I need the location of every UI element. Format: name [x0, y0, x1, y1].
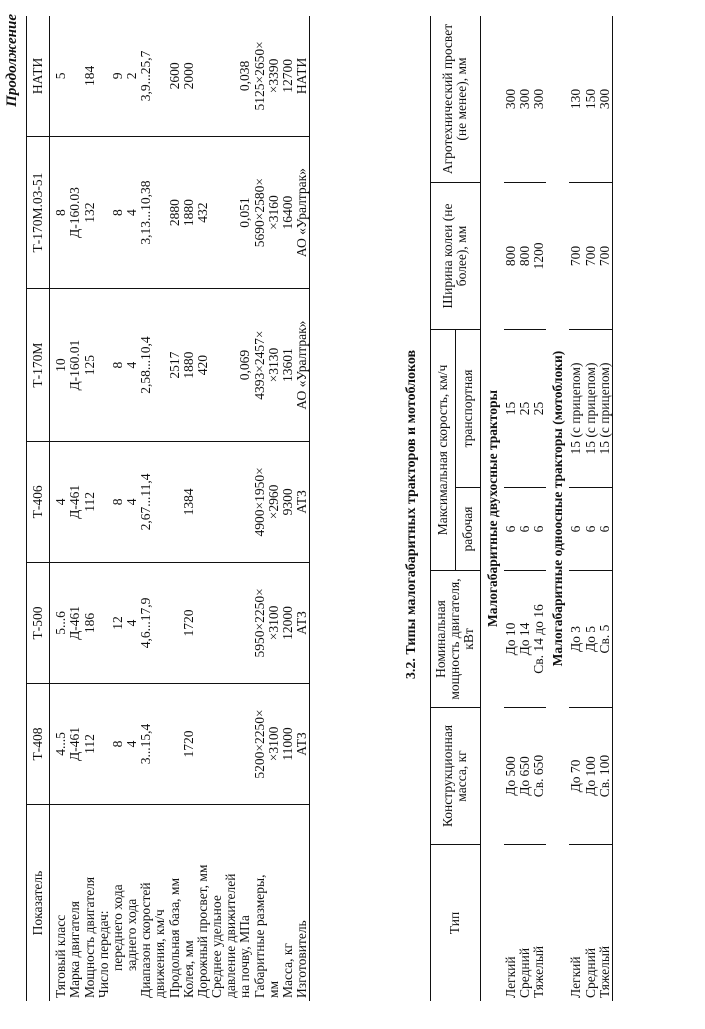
cell-value: 1880 — [182, 289, 196, 442]
cell-value: Св. 100 — [598, 708, 613, 845]
cell-value: 4393×2457× — [253, 289, 267, 442]
table-row — [168, 16, 182, 1001]
cell-value — [196, 441, 210, 562]
cell-value: 3...15,4 — [139, 683, 153, 804]
cell-value: 3,9...25,7 — [139, 16, 153, 136]
cell-value — [97, 136, 111, 289]
col-header: Т-406 — [27, 441, 50, 562]
cell-value: 10 — [50, 289, 69, 442]
row-label: мм — [265, 980, 281, 998]
table-row — [584, 16, 598, 1001]
cell-value: 1720 — [182, 683, 196, 804]
table-row — [598, 16, 613, 1001]
table-row — [68, 16, 82, 1001]
cell-value: 700 — [584, 183, 598, 330]
table-row — [518, 16, 532, 1001]
cell-value: 2517 — [168, 289, 182, 442]
section-title: 3.2. Типы малогабаритных тракторов и мотоблоков — [404, 349, 419, 680]
cell-value: До 100 — [584, 708, 598, 845]
cell-value: Д-461 — [68, 683, 82, 804]
cell-value: 4 — [125, 289, 139, 442]
row-label: Тяжелый — [598, 845, 613, 1002]
cell-value — [153, 16, 167, 136]
row-label: Изготовитель — [295, 805, 310, 1002]
cell-value: 6 — [532, 487, 546, 570]
cell-value: 15 (с прицепом) — [569, 330, 583, 488]
cell-value: 5125×2650× — [253, 16, 267, 136]
cell-value: 2,58...10,4 — [139, 289, 153, 442]
cell-value — [153, 683, 167, 804]
cell-value: 13601 — [281, 289, 295, 442]
cell-value: 5950×2250× — [253, 562, 267, 683]
cell-value: До 70 — [569, 708, 583, 845]
cell-value: 1880 — [182, 136, 196, 289]
cell-value — [238, 441, 252, 562]
col-header-track: Ширина колеи (не более), мм — [431, 183, 481, 330]
cell-value — [210, 441, 224, 562]
cell-value: 11000 — [281, 683, 295, 804]
cell-value: 25 — [518, 330, 532, 488]
cell-value: 12 — [111, 562, 125, 683]
table-row — [238, 16, 252, 1001]
cell-value: 16400 — [281, 136, 295, 289]
cell-value — [238, 683, 252, 804]
cell-value: Д-160.01 — [68, 289, 82, 442]
cell-value: До 14 — [518, 571, 532, 708]
cell-value: 300 — [504, 16, 518, 183]
col-header: Показатель — [27, 805, 50, 1002]
table-row — [182, 16, 196, 1001]
cell-value: 5 — [50, 16, 69, 136]
cell-value: 186 — [83, 562, 97, 683]
group-title: Малогабаритные одноосные тракторы (мотоблоки) — [550, 350, 566, 667]
cell-value: 6 — [569, 487, 583, 570]
cell-value: ×3160 — [267, 136, 281, 289]
cell-value: 300 — [532, 16, 546, 183]
cell-value: АТЗ — [295, 562, 310, 683]
cell-value: АТЗ — [295, 683, 310, 804]
types-header-row — [431, 16, 456, 1001]
small-tractor-types-table — [430, 16, 613, 1001]
row-label: Число передач: — [95, 910, 111, 998]
cell-value: До 5 — [584, 571, 598, 708]
cell-value: 6 — [584, 487, 598, 570]
cell-value: 15 — [504, 330, 518, 488]
cell-value: 6 — [504, 487, 518, 570]
table-row — [295, 16, 310, 1001]
table-row — [196, 16, 210, 1001]
cell-value — [168, 562, 182, 683]
table-row — [504, 16, 518, 1001]
row-label: Средний — [582, 947, 598, 998]
cell-value — [224, 289, 238, 442]
cell-value: 150 — [584, 16, 598, 183]
cell-value: 6 — [518, 487, 532, 570]
cell-value: 8 — [111, 441, 125, 562]
cell-value: 2600 — [168, 16, 182, 136]
table-row — [153, 16, 167, 1001]
cell-value: До 500 — [504, 708, 518, 845]
cell-value: 300 — [518, 16, 532, 183]
cell-value: До 650 — [518, 708, 532, 845]
cell-value — [210, 683, 224, 804]
cell-value — [68, 16, 82, 136]
row-label: переднего хода — [109, 884, 125, 971]
table-row — [139, 16, 153, 1001]
row-label: заднего хода — [124, 898, 140, 971]
col-header-power: Номинальная мощность двигателя, кВт — [431, 571, 481, 708]
cell-value — [210, 16, 224, 136]
cell-value: До 3 — [569, 571, 583, 708]
cell-value — [210, 136, 224, 289]
row-label: Среднее удельное — [209, 895, 225, 998]
cell-value — [224, 683, 238, 804]
cell-value — [210, 289, 224, 442]
row-label: Легкий — [502, 956, 518, 998]
cell-value: 4 — [125, 441, 139, 562]
cell-value: 1200 — [532, 183, 546, 330]
specs-header-row — [27, 16, 50, 1001]
table-row — [210, 16, 224, 1001]
table-row — [111, 16, 125, 1001]
cell-value: 2 — [125, 16, 139, 136]
group-title: Малогабаритные двухосные тракторы — [484, 389, 500, 628]
group-row — [546, 16, 569, 1001]
col-header: Т-170М — [27, 289, 50, 442]
cell-value: 25 — [532, 330, 546, 488]
cell-value: 125 — [83, 289, 97, 442]
cell-value: ×3130 — [267, 289, 281, 442]
table-row — [253, 16, 267, 1001]
col-header-mass: Конструкционная масса, кг — [431, 708, 481, 845]
cell-value — [196, 683, 210, 804]
cell-value: 432 — [196, 136, 210, 289]
table-row — [281, 16, 295, 1001]
cell-value: 184 — [83, 16, 97, 136]
cell-value: 0,069 — [238, 289, 252, 442]
col-header: Т-500 — [27, 562, 50, 683]
cell-value: 5...6 — [50, 562, 69, 683]
cell-value: 8 — [111, 289, 125, 442]
cell-value: 2000 — [182, 16, 196, 136]
cell-value — [153, 441, 167, 562]
table-row — [97, 16, 111, 1001]
cell-value — [224, 441, 238, 562]
row-label: Тяжелый — [531, 945, 547, 998]
cell-value: До 10 — [504, 571, 518, 708]
cell-value: 3,13...10,38 — [139, 136, 153, 289]
cell-value: 700 — [569, 183, 583, 330]
col-header-speed: Максимальная скорость, км/ч — [431, 330, 456, 571]
cell-value: 4 — [125, 683, 139, 804]
row-label: Масса, кг — [279, 943, 295, 998]
cell-value: ×3100 — [267, 683, 281, 804]
cell-value: АТЗ — [295, 441, 310, 562]
col-header: НАТИ — [27, 16, 50, 136]
cell-value: 6 — [598, 487, 613, 570]
row-label: Продольная база, мм — [166, 877, 182, 998]
cell-value — [224, 16, 238, 136]
tractor-specs-table — [26, 16, 310, 1001]
cell-value: 130 — [569, 16, 583, 183]
cell-value: 4,6...17,9 — [139, 562, 153, 683]
cell-value — [153, 562, 167, 683]
cell-value: 8 — [111, 683, 125, 804]
row-label: давление движителей — [223, 873, 239, 998]
cell-value — [97, 289, 111, 442]
row-label: Дорожный просвет, мм — [194, 864, 210, 998]
row-label: Легкий — [568, 956, 584, 998]
col-header: Т-170М.03-51 — [27, 136, 50, 289]
col-header-type: Тип — [431, 845, 481, 1002]
cell-value: 2,67...11,4 — [139, 441, 153, 562]
cell-value: НАТИ — [295, 16, 310, 136]
col-header: Т-408 — [27, 683, 50, 804]
cell-value — [97, 562, 111, 683]
cell-value: Св. 14 до 16 — [532, 571, 546, 708]
cell-value: Св. 5 — [598, 571, 613, 708]
row-label: Средний — [516, 947, 532, 998]
row-label: на почву, МПа — [237, 915, 253, 998]
cell-value: 9 — [111, 16, 125, 136]
table-row — [224, 16, 238, 1001]
cell-value: 5200×2250× — [253, 683, 267, 804]
continuation-note: Продолжение — [4, 14, 20, 107]
row-label: движения, км/ч — [152, 909, 168, 998]
cell-value — [153, 289, 167, 442]
cell-value: 4 — [50, 441, 69, 562]
cell-value: 4900×1950× — [253, 441, 267, 562]
cell-value: ×3390 — [267, 16, 281, 136]
cell-value: 800 — [518, 183, 532, 330]
cell-value — [238, 562, 252, 683]
cell-value — [97, 16, 111, 136]
cell-value: Св. 650 — [532, 708, 546, 845]
cell-value: АО «Уралтрак» — [295, 136, 310, 289]
cell-value — [196, 16, 210, 136]
table-row — [532, 16, 546, 1001]
cell-value: 15 (с прицепом) — [598, 330, 613, 488]
row-label: Диапазон скоростей — [138, 882, 154, 998]
cell-value: 15 (с прицепом) — [584, 330, 598, 488]
cell-value — [224, 136, 238, 289]
table-row — [569, 16, 583, 1001]
cell-value: 8 — [50, 136, 69, 289]
cell-value — [153, 136, 167, 289]
row-label: Марка двигателя — [67, 901, 83, 998]
cell-value: ×3100 — [267, 562, 281, 683]
cell-value: 0,051 — [238, 136, 252, 289]
cell-value: 800 — [504, 183, 518, 330]
types-body — [480, 16, 612, 1001]
table-row — [83, 16, 97, 1001]
cell-value: 1720 — [182, 562, 196, 683]
cell-value: 112 — [83, 441, 97, 562]
cell-value: АО «Уралтрак» — [295, 289, 310, 442]
row-label: Мощность двигателя — [81, 876, 97, 998]
cell-value: 112 — [83, 683, 97, 804]
cell-value — [210, 562, 224, 683]
cell-value — [97, 441, 111, 562]
row-label: Тяговый класс — [53, 914, 69, 998]
cell-value: Д-461 — [68, 562, 82, 683]
cell-value: 0,038 — [238, 16, 252, 136]
cell-value: 300 — [598, 16, 613, 183]
row-label: Колея, мм — [180, 940, 196, 998]
table-row — [267, 16, 281, 1001]
specs-body — [50, 16, 310, 1001]
cell-value — [168, 683, 182, 804]
cell-value: 8 — [111, 136, 125, 289]
cell-value — [224, 562, 238, 683]
cell-value — [97, 683, 111, 804]
cell-value: ×2960 — [267, 441, 281, 562]
cell-value: 420 — [196, 289, 210, 442]
row-label: Габаритные размеры, — [251, 874, 267, 998]
cell-value: 4 — [125, 562, 139, 683]
cell-value: 4 — [125, 136, 139, 289]
cell-value: 12700 — [281, 16, 295, 136]
cell-value: 132 — [83, 136, 97, 289]
col-header-clearance: Агротехнический просвет (не менее), мм — [431, 16, 481, 183]
col-header-speed-transport: транспортная — [455, 330, 480, 488]
col-header-speed-work: рабочая — [455, 487, 480, 570]
cell-value: 5690×2580× — [253, 136, 267, 289]
cell-value: 1384 — [182, 441, 196, 562]
cell-value: Д-160.03 — [68, 136, 82, 289]
cell-value: 700 — [598, 183, 613, 330]
group-row — [480, 16, 504, 1001]
cell-value: Д-461 — [68, 441, 82, 562]
cell-value: 9300 — [281, 441, 295, 562]
table-row — [50, 16, 69, 1001]
cell-value: 4...5 — [50, 683, 69, 804]
cell-value — [168, 441, 182, 562]
table-row — [125, 16, 139, 1001]
cell-value: 12000 — [281, 562, 295, 683]
cell-value: 2880 — [168, 136, 182, 289]
cell-value — [196, 562, 210, 683]
